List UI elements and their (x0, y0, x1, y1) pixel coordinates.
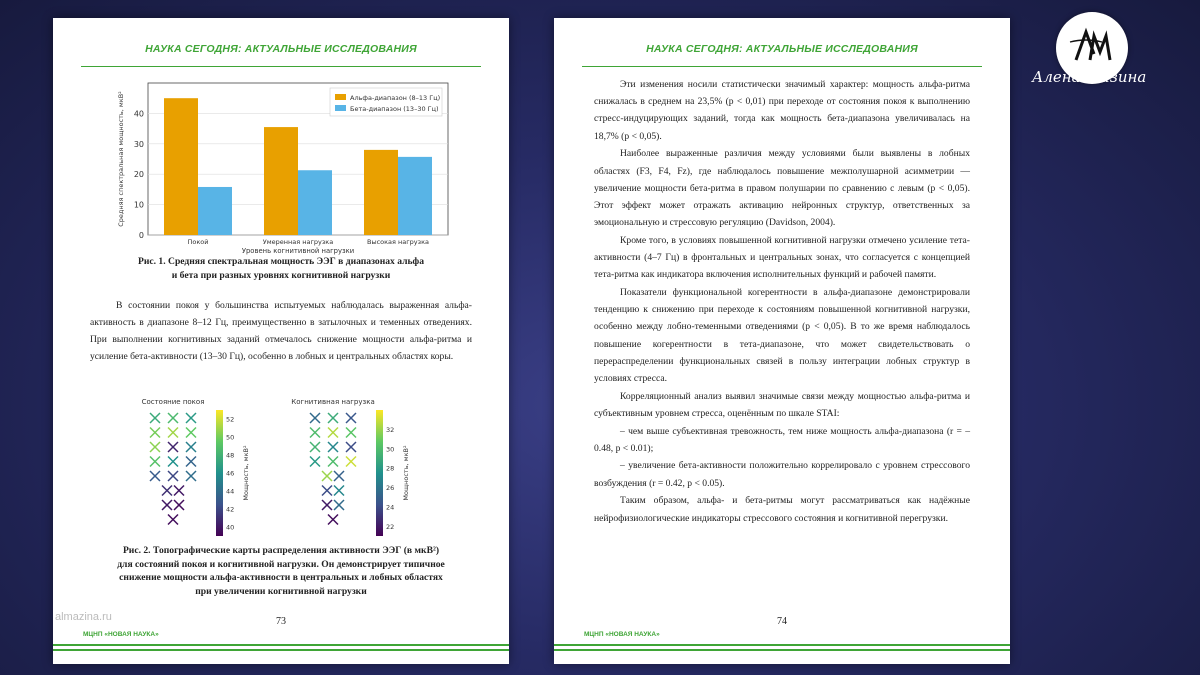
electrode-marker (162, 486, 172, 496)
electrode-marker (310, 442, 320, 452)
electrode-marker (162, 500, 172, 510)
bar (398, 157, 432, 235)
footer-brand: МЦНП «НОВАЯ НАУКА» (584, 631, 660, 638)
footer-rule (53, 644, 509, 646)
electrode-marker (310, 457, 320, 467)
colorbar-tick-label: 24 (386, 503, 395, 512)
electrode-marker (346, 457, 356, 467)
paragraph: Корреляционный анализ выявил значимые связи между мощностью альфа-ритма и субъективным уровнем стресса, оценённым по шкале STAI: (594, 390, 970, 419)
electrode-marker (168, 413, 178, 423)
electrode-marker (334, 500, 344, 510)
electrode-marker (328, 428, 338, 438)
electrode-marker (334, 486, 344, 496)
page-number: 73 (276, 616, 286, 627)
footer-rule (53, 649, 509, 651)
electrode-marker (186, 428, 196, 438)
footer-rule (554, 644, 1010, 646)
author-signature: Алена Мазина (1032, 68, 1147, 86)
paragraph: Кроме того, в условиях повышенной когнитивной нагрузки отмечено усиление тета-активности (4–7 Гц) в фронтальных и центральных зонах, что согласуется с концепцией тета-ритма как индикатора включения исполнительных функций и рабочей памяти. (594, 234, 970, 281)
bullet-item: – увеличение бета-активности положительно коррелировало с уровнем стрессового возбуждения (r = 0.42, p < 0.05). (594, 460, 970, 489)
colorbar-tick-label: 28 (386, 464, 395, 473)
y-tick-label: 30 (133, 139, 144, 149)
bullet-item: – чем выше субъективная тревожность, тем ниже мощность альфа-диапазона (r = –0.48, p < 0.01); (594, 425, 970, 454)
watermark: almazina.ru (55, 611, 112, 623)
bar (198, 187, 232, 235)
colorbar-tick-label: 48 (226, 451, 235, 460)
header-rule (582, 66, 982, 67)
electrode-marker (186, 442, 196, 452)
x-tick-label: Покой (187, 238, 209, 246)
bar (164, 98, 198, 235)
electrode-marker (322, 500, 332, 510)
electrode-marker (186, 413, 196, 423)
electrode-marker (186, 471, 196, 481)
figure-2-caption-line: для состояний покоя и когнитивной нагрузки. Он демонстрирует типичное (117, 558, 445, 570)
electrode-marker (346, 442, 356, 452)
bar (264, 127, 298, 235)
paragraph: Наиболее выраженные различия между условиями были выявлены в лобных областях (F3, F4, Fz), где наблюдалось повышение межполушарной асимметрии — увеличение мощности бета-ритма в правом полушарии по сравнению с левым (p < 0,05). Этот эффект может отражать активацию нейронных структур, ответственных за эмоциональную и стрессовую регуляцию (Davidson, 2004). (594, 148, 970, 229)
electrode-marker (310, 413, 320, 423)
electrode-marker (322, 486, 332, 496)
page-74 (554, 18, 1010, 664)
legend-label: Альфа-диапазон (8–13 Гц) (350, 94, 441, 102)
y-tick-label: 20 (133, 170, 144, 180)
electrode-marker (328, 442, 338, 452)
y-tick-label: 0 (138, 231, 144, 240)
legend-swatch (335, 94, 346, 100)
electrode-marker (328, 457, 338, 467)
bar-chart (113, 75, 458, 270)
colorbar-tick-label: 46 (226, 469, 235, 478)
y-tick-label: 10 (133, 200, 144, 210)
figure-2-caption-line: при увеличении когнитивной нагрузки (195, 585, 367, 597)
figure-2-caption-line: Рис. 2. Топографические карты распределения активности ЭЭГ (в мкВ²) (122, 545, 440, 556)
paragraph: Таким образом, альфа- и бета-ритмы могут рассматриваться как надёжные нейрофизиологические индикаторы стрессового состояния и когнитивной перегрузки. (594, 495, 970, 524)
header-rule (81, 66, 481, 67)
colorbar-tick-label: 26 (386, 484, 395, 493)
colorbar-tick-label: 50 (226, 433, 235, 442)
y-tick-label: 40 (133, 109, 144, 119)
electrode-marker (168, 457, 178, 467)
electrode-marker (310, 428, 320, 438)
colorbar-tick-label: 30 (386, 445, 395, 454)
electrode-marker (346, 413, 356, 423)
topo-panel (142, 398, 250, 536)
colorbar-label: Мощность, мкВ² (242, 445, 250, 501)
electrode-marker (334, 471, 344, 481)
panel-title: Когнитивная нагрузка (291, 398, 375, 406)
electrode-marker (168, 428, 178, 438)
electrode-marker (168, 471, 178, 481)
figure-2-caption-line: снижение мощности альфа-активности в центральных и лобных областях (119, 572, 443, 583)
electrode-marker (150, 413, 160, 423)
x-tick-label: Умеренная нагрузка (262, 238, 334, 246)
topographic-maps (138, 396, 438, 546)
colorbar-tick-label: 52 (226, 415, 235, 424)
panel-title: Состояние покоя (141, 398, 205, 406)
page-number: 74 (777, 616, 787, 627)
topo-panel (291, 398, 410, 536)
electrode-marker (328, 515, 338, 525)
x-tick-label: Высокая нагрузка (366, 238, 430, 246)
running-header: НАУКА СЕГОДНЯ: АКТУАЛЬНЫЕ ИССЛЕДОВАНИЯ (145, 43, 417, 55)
electrode-marker (186, 457, 196, 467)
electrode-marker (150, 471, 160, 481)
colorbar-tick-label: 44 (226, 487, 235, 496)
colorbar-label: Мощность, мкВ² (402, 445, 410, 501)
paragraph: Эти изменения носили статистически значимый характер: мощность альфа-ритма снижалась в среднем на 23,5% (p < 0,01) при переходе от состояния покоя к выполнению стресс-индуцирующих заданий, тогда как мощность бета-диапазона увеличивалась на 18,7% (p < 0,05). (594, 79, 970, 142)
electrode-marker (150, 457, 160, 467)
electrode-marker (168, 442, 178, 452)
body-text (594, 76, 970, 527)
electrode-marker (150, 442, 160, 452)
electrode-marker (322, 471, 332, 481)
x-axis-label: Уровень когнитивной нагрузки (241, 247, 355, 255)
electrode-marker (328, 413, 338, 423)
legend-label: Бета-диапазон (13–30 Гц) (350, 105, 439, 113)
paragraph: Показатели функциональной когерентности в альфа-диапазоне демонстрировали тенденцию к снижению при переходе к состояниям повышенной когнитивной нагрузки, особенно между лобно-теменными отведениями (p < 0,05). В то же время наблюдалось повышение когерентности в тета-диапазоне, что может свидетельствовать о перераспределении функциональных связей в пользу интеграции лобных структур в условиях стресса. (594, 286, 970, 384)
footer-brand: МЦНП «НОВАЯ НАУКА» (83, 631, 159, 638)
bar (298, 170, 332, 235)
colorbar-tick-label: 32 (386, 425, 395, 434)
electrode-marker (174, 486, 184, 496)
bar (364, 150, 398, 235)
electrode-marker (168, 515, 178, 525)
electrode-marker (346, 428, 356, 438)
y-axis-label: Средняя спектральная мощность, мкВ² (117, 91, 125, 227)
electrode-marker (174, 500, 184, 510)
legend-swatch (335, 105, 346, 111)
figure-1-caption (83, 255, 479, 282)
running-header: НАУКА СЕГОДНЯ: АКТУАЛЬНЫЕ ИССЛЕДОВАНИЯ (646, 43, 918, 55)
figure-2-caption (83, 544, 479, 598)
paragraph-text: В состоянии покоя у большинства испытуемых наблюдалась выраженная альфа-активность в диапазоне 8–12 Гц, преимущественно в затылочных и теменных отведениях. При выполнении когнитивных заданий отмечалось снижение мощности альфа-ритма и усиление бета-активности (13–30 Гц), особенно в лобных и центральных областях коры. (90, 300, 472, 362)
body-paragraph (90, 297, 472, 365)
footer-rule (554, 649, 1010, 651)
page-73 (53, 18, 509, 664)
colorbar-tick-label: 22 (386, 522, 395, 531)
figure-1-caption-line: и бета при разных уровнях когнитивной нагрузки (171, 269, 391, 281)
colorbar (376, 410, 383, 536)
figure-1-caption-line: Рис. 1. Средняя спектральная мощность ЭЭГ в диапазонах альфа (137, 256, 424, 267)
colorbar (216, 410, 223, 536)
colorbar-tick-label: 40 (226, 523, 235, 532)
legend (330, 88, 442, 116)
colorbar-tick-label: 42 (226, 505, 235, 514)
electrode-marker (150, 428, 160, 438)
